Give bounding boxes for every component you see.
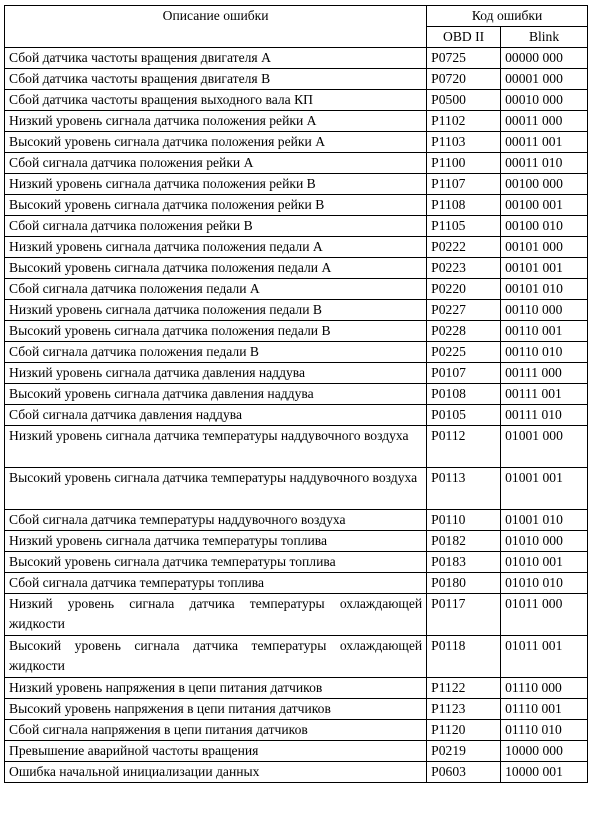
obd-code: P0720 — [427, 69, 501, 90]
blink-code: 00011 010 — [501, 153, 588, 174]
error-description: Высокий уровень напряжения в цепи питания датчиков — [5, 699, 427, 720]
blink-code: 01110 001 — [501, 699, 588, 720]
blink-code: 00011 001 — [501, 132, 588, 153]
blink-code: 00100 001 — [501, 195, 588, 216]
table-row — [5, 279, 588, 300]
error-description: Сбой сигнала датчика положения педали В — [5, 342, 427, 363]
obd-code: P1107 — [427, 174, 501, 195]
blink-code: 00111 001 — [501, 384, 588, 405]
error-description: Высокий уровень сигнала датчика температуры наддувочного воздуха — [5, 468, 427, 510]
error-description: Низкий уровень сигнала датчика положения рейки А — [5, 111, 427, 132]
blink-code: 01110 000 — [501, 678, 588, 699]
table-row — [5, 510, 588, 531]
obd-code: P1108 — [427, 195, 501, 216]
obd-code: P0227 — [427, 300, 501, 321]
blink-code: 00110 000 — [501, 300, 588, 321]
obd-code: P0108 — [427, 384, 501, 405]
error-codes-table — [4, 5, 588, 783]
table-row — [5, 678, 588, 699]
obd-code: P0112 — [427, 426, 501, 468]
table-row — [5, 762, 588, 783]
table-row — [5, 384, 588, 405]
obd-code: P0228 — [427, 321, 501, 342]
table-row — [5, 594, 588, 636]
error-description: Высокий уровень сигнала датчика температуры охлаждающей жидкости — [5, 636, 427, 678]
error-description: Сбой сигнала датчика температуры топлива — [5, 573, 427, 594]
error-description: Сбой сигнала напряжения в цепи питания датчиков — [5, 720, 427, 741]
blink-code: 00111 010 — [501, 405, 588, 426]
blink-code: 01001 000 — [501, 426, 588, 468]
table-row — [5, 153, 588, 174]
error-description: Сбой сигнала датчика температуры наддувочного воздуха — [5, 510, 427, 531]
table-row — [5, 342, 588, 363]
error-description: Низкий уровень сигнала датчика температуры наддувочного воздуха — [5, 426, 427, 468]
table-row — [5, 48, 588, 69]
blink-code: 00101 000 — [501, 237, 588, 258]
obd-code: P0222 — [427, 237, 501, 258]
blink-code: 01010 001 — [501, 552, 588, 573]
blink-code: 00110 001 — [501, 321, 588, 342]
obd-code: P0603 — [427, 762, 501, 783]
table-row — [5, 699, 588, 720]
obd-code: P0110 — [427, 510, 501, 531]
blink-code: 01010 000 — [501, 531, 588, 552]
error-description: Высокий уровень сигнала датчика положения рейки В — [5, 195, 427, 216]
header-code-group: Код ошибки — [427, 6, 588, 27]
obd-code: P1105 — [427, 216, 501, 237]
obd-code: P1122 — [427, 678, 501, 699]
blink-code: 00001 000 — [501, 69, 588, 90]
error-description: Низкий уровень сигнала датчика температуры охлаждающей жидкости — [5, 594, 427, 636]
blink-code: 00101 001 — [501, 258, 588, 279]
table-row — [5, 741, 588, 762]
error-description: Ошибка начальной инициализации данных — [5, 762, 427, 783]
blink-code: 00111 000 — [501, 363, 588, 384]
blink-code: 00010 000 — [501, 90, 588, 111]
error-description: Сбой сигнала датчика давления наддува — [5, 405, 427, 426]
blink-code: 01011 001 — [501, 636, 588, 678]
table-row — [5, 237, 588, 258]
blink-code: 01001 001 — [501, 468, 588, 510]
table-row — [5, 468, 588, 510]
table-row — [5, 90, 588, 111]
table-row — [5, 552, 588, 573]
error-description: Сбой датчика частоты вращения выходного вала КП — [5, 90, 427, 111]
error-description: Сбой сигнала датчика положения педали А — [5, 279, 427, 300]
error-description: Низкий уровень сигнала датчика давления наддува — [5, 363, 427, 384]
table-row — [5, 636, 588, 678]
table-row — [5, 132, 588, 153]
error-description: Превышение аварийной частоты вращения — [5, 741, 427, 762]
header-description: Описание ошибки — [5, 6, 427, 48]
table-row — [5, 258, 588, 279]
obd-code: P0223 — [427, 258, 501, 279]
table-row — [5, 363, 588, 384]
error-description: Низкий уровень напряжения в цепи питания датчиков — [5, 678, 427, 699]
error-description: Высокий уровень сигнала датчика положения педали А — [5, 258, 427, 279]
error-description: Низкий уровень сигнала датчика положения педали В — [5, 300, 427, 321]
obd-code: P0118 — [427, 636, 501, 678]
obd-code: P0105 — [427, 405, 501, 426]
table-row — [5, 321, 588, 342]
error-description: Сбой датчика частоты вращения двигателя В — [5, 69, 427, 90]
obd-code: P1102 — [427, 111, 501, 132]
table-row — [5, 300, 588, 321]
blink-code: 01001 010 — [501, 510, 588, 531]
table-row — [5, 69, 588, 90]
table-row — [5, 216, 588, 237]
error-description: Высокий уровень сигнала датчика давления наддува — [5, 384, 427, 405]
table-row — [5, 720, 588, 741]
error-description: Низкий уровень сигнала датчика температуры топлива — [5, 531, 427, 552]
blink-code: 00100 000 — [501, 174, 588, 195]
table-row — [5, 174, 588, 195]
table-row — [5, 405, 588, 426]
table-row — [5, 573, 588, 594]
obd-code: P0225 — [427, 342, 501, 363]
obd-code: P1120 — [427, 720, 501, 741]
obd-code: P1100 — [427, 153, 501, 174]
blink-code: 10000 000 — [501, 741, 588, 762]
table-header — [5, 6, 588, 48]
table-body — [5, 48, 588, 783]
blink-code: 01110 010 — [501, 720, 588, 741]
blink-code: 00011 000 — [501, 111, 588, 132]
error-description: Высокий уровень сигнала датчика температуры топлива — [5, 552, 427, 573]
table-row — [5, 426, 588, 468]
table-row — [5, 111, 588, 132]
error-description: Низкий уровень сигнала датчика положения педали А — [5, 237, 427, 258]
obd-code: P0180 — [427, 573, 501, 594]
obd-code: P0725 — [427, 48, 501, 69]
obd-code: P1103 — [427, 132, 501, 153]
blink-code: 00100 010 — [501, 216, 588, 237]
error-description: Низкий уровень сигнала датчика положения рейки В — [5, 174, 427, 195]
obd-code: P1123 — [427, 699, 501, 720]
obd-code: P0182 — [427, 531, 501, 552]
obd-code: P0219 — [427, 741, 501, 762]
obd-code: P0183 — [427, 552, 501, 573]
blink-code: 01010 010 — [501, 573, 588, 594]
table-row — [5, 531, 588, 552]
header-blink: Blink — [501, 27, 588, 48]
error-description: Высокий уровень сигнала датчика положения рейки А — [5, 132, 427, 153]
table-row — [5, 195, 588, 216]
blink-code: 10000 001 — [501, 762, 588, 783]
obd-code: P0107 — [427, 363, 501, 384]
blink-code: 00000 000 — [501, 48, 588, 69]
obd-code: P0117 — [427, 594, 501, 636]
blink-code: 00101 010 — [501, 279, 588, 300]
obd-code: P0500 — [427, 90, 501, 111]
blink-code: 01011 000 — [501, 594, 588, 636]
blink-code: 00110 010 — [501, 342, 588, 363]
obd-code: P0220 — [427, 279, 501, 300]
obd-code: P0113 — [427, 468, 501, 510]
error-description: Высокий уровень сигнала датчика положения педали В — [5, 321, 427, 342]
error-description: Сбой сигнала датчика положения рейки В — [5, 216, 427, 237]
header-obd: OBD II — [427, 27, 501, 48]
error-description: Сбой датчика частоты вращения двигателя А — [5, 48, 427, 69]
error-description: Сбой сигнала датчика положения рейки А — [5, 153, 427, 174]
